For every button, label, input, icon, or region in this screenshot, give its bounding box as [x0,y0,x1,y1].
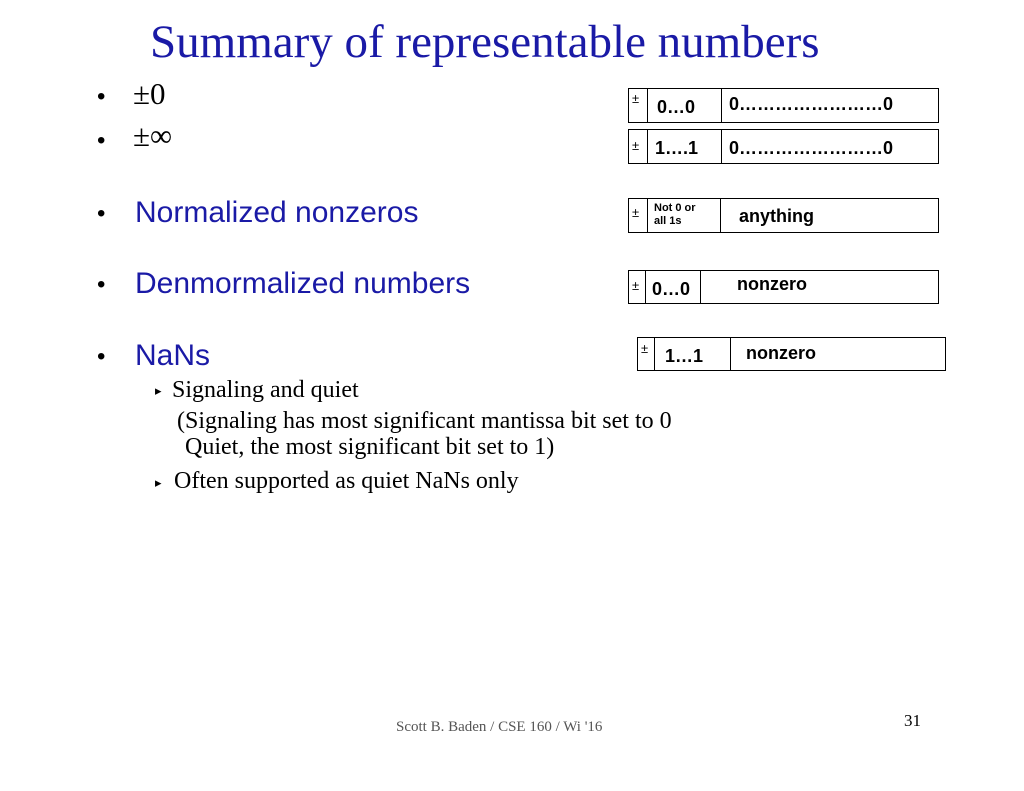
bullet-marker: • [97,271,106,298]
exponent-line2: all 1s [654,215,682,227]
sign-field: ± [632,205,640,220]
bullet-normalized: Normalized nonzeros [135,196,419,229]
slide-title: Summary of representable numbers [150,16,820,68]
bullet-denormalized: Denmormalized numbers [135,267,471,300]
bullet-zero: ±0 [133,76,166,111]
bullet-nans: NaNs [135,339,211,372]
sign-field: ± [632,278,640,293]
mantissa-field: 0……………………0 [721,89,938,122]
bullet-marker: • [97,343,106,370]
exponent-field [647,199,721,232]
sign-field: ± [632,138,640,153]
mantissa-field: nonzero [737,274,807,294]
sign-field: ± [641,341,649,356]
encoding-box-nan [637,337,946,371]
encoding-box-infinity [628,129,939,164]
nan-subitem-quiet: Often supported as quiet NaNs only [174,468,519,494]
sub-bullet-arrow-icon: ▸ [155,476,162,491]
bullet-marker: • [97,127,106,154]
mantissa-field: anything [739,206,814,226]
exponent-line1: Not 0 or [654,202,696,214]
bullet-marker: • [97,200,106,227]
nan-note-line1: (Signaling has most significant mantissa bit set to 0 [177,408,672,434]
nan-note-line2: Quiet, the most significant bit set to 1) [185,434,555,460]
encoding-box-denormalized [628,270,939,304]
encoding-box-zero [628,88,939,123]
page-number: 31 [904,711,921,730]
exponent-field: 1…1 [654,338,731,370]
exponent-field: 0…0 [647,89,721,122]
mantissa-field: 0……………………0 [721,130,938,163]
bullet-marker: • [97,83,106,110]
nan-subitem-signaling: Signaling and quiet [172,377,359,403]
encoding-box-normalized [628,198,939,233]
exponent-field: 0…0 [645,271,701,303]
sign-field: ± [632,91,640,106]
exponent-field: 1….1 [647,130,721,163]
bullet-infinity: ±∞ [133,118,173,153]
slide-footer: Scott B. Baden / CSE 160 / Wi '16 [396,719,603,735]
sub-bullet-arrow-icon: ▸ [155,384,162,399]
mantissa-field: nonzero [746,343,816,363]
